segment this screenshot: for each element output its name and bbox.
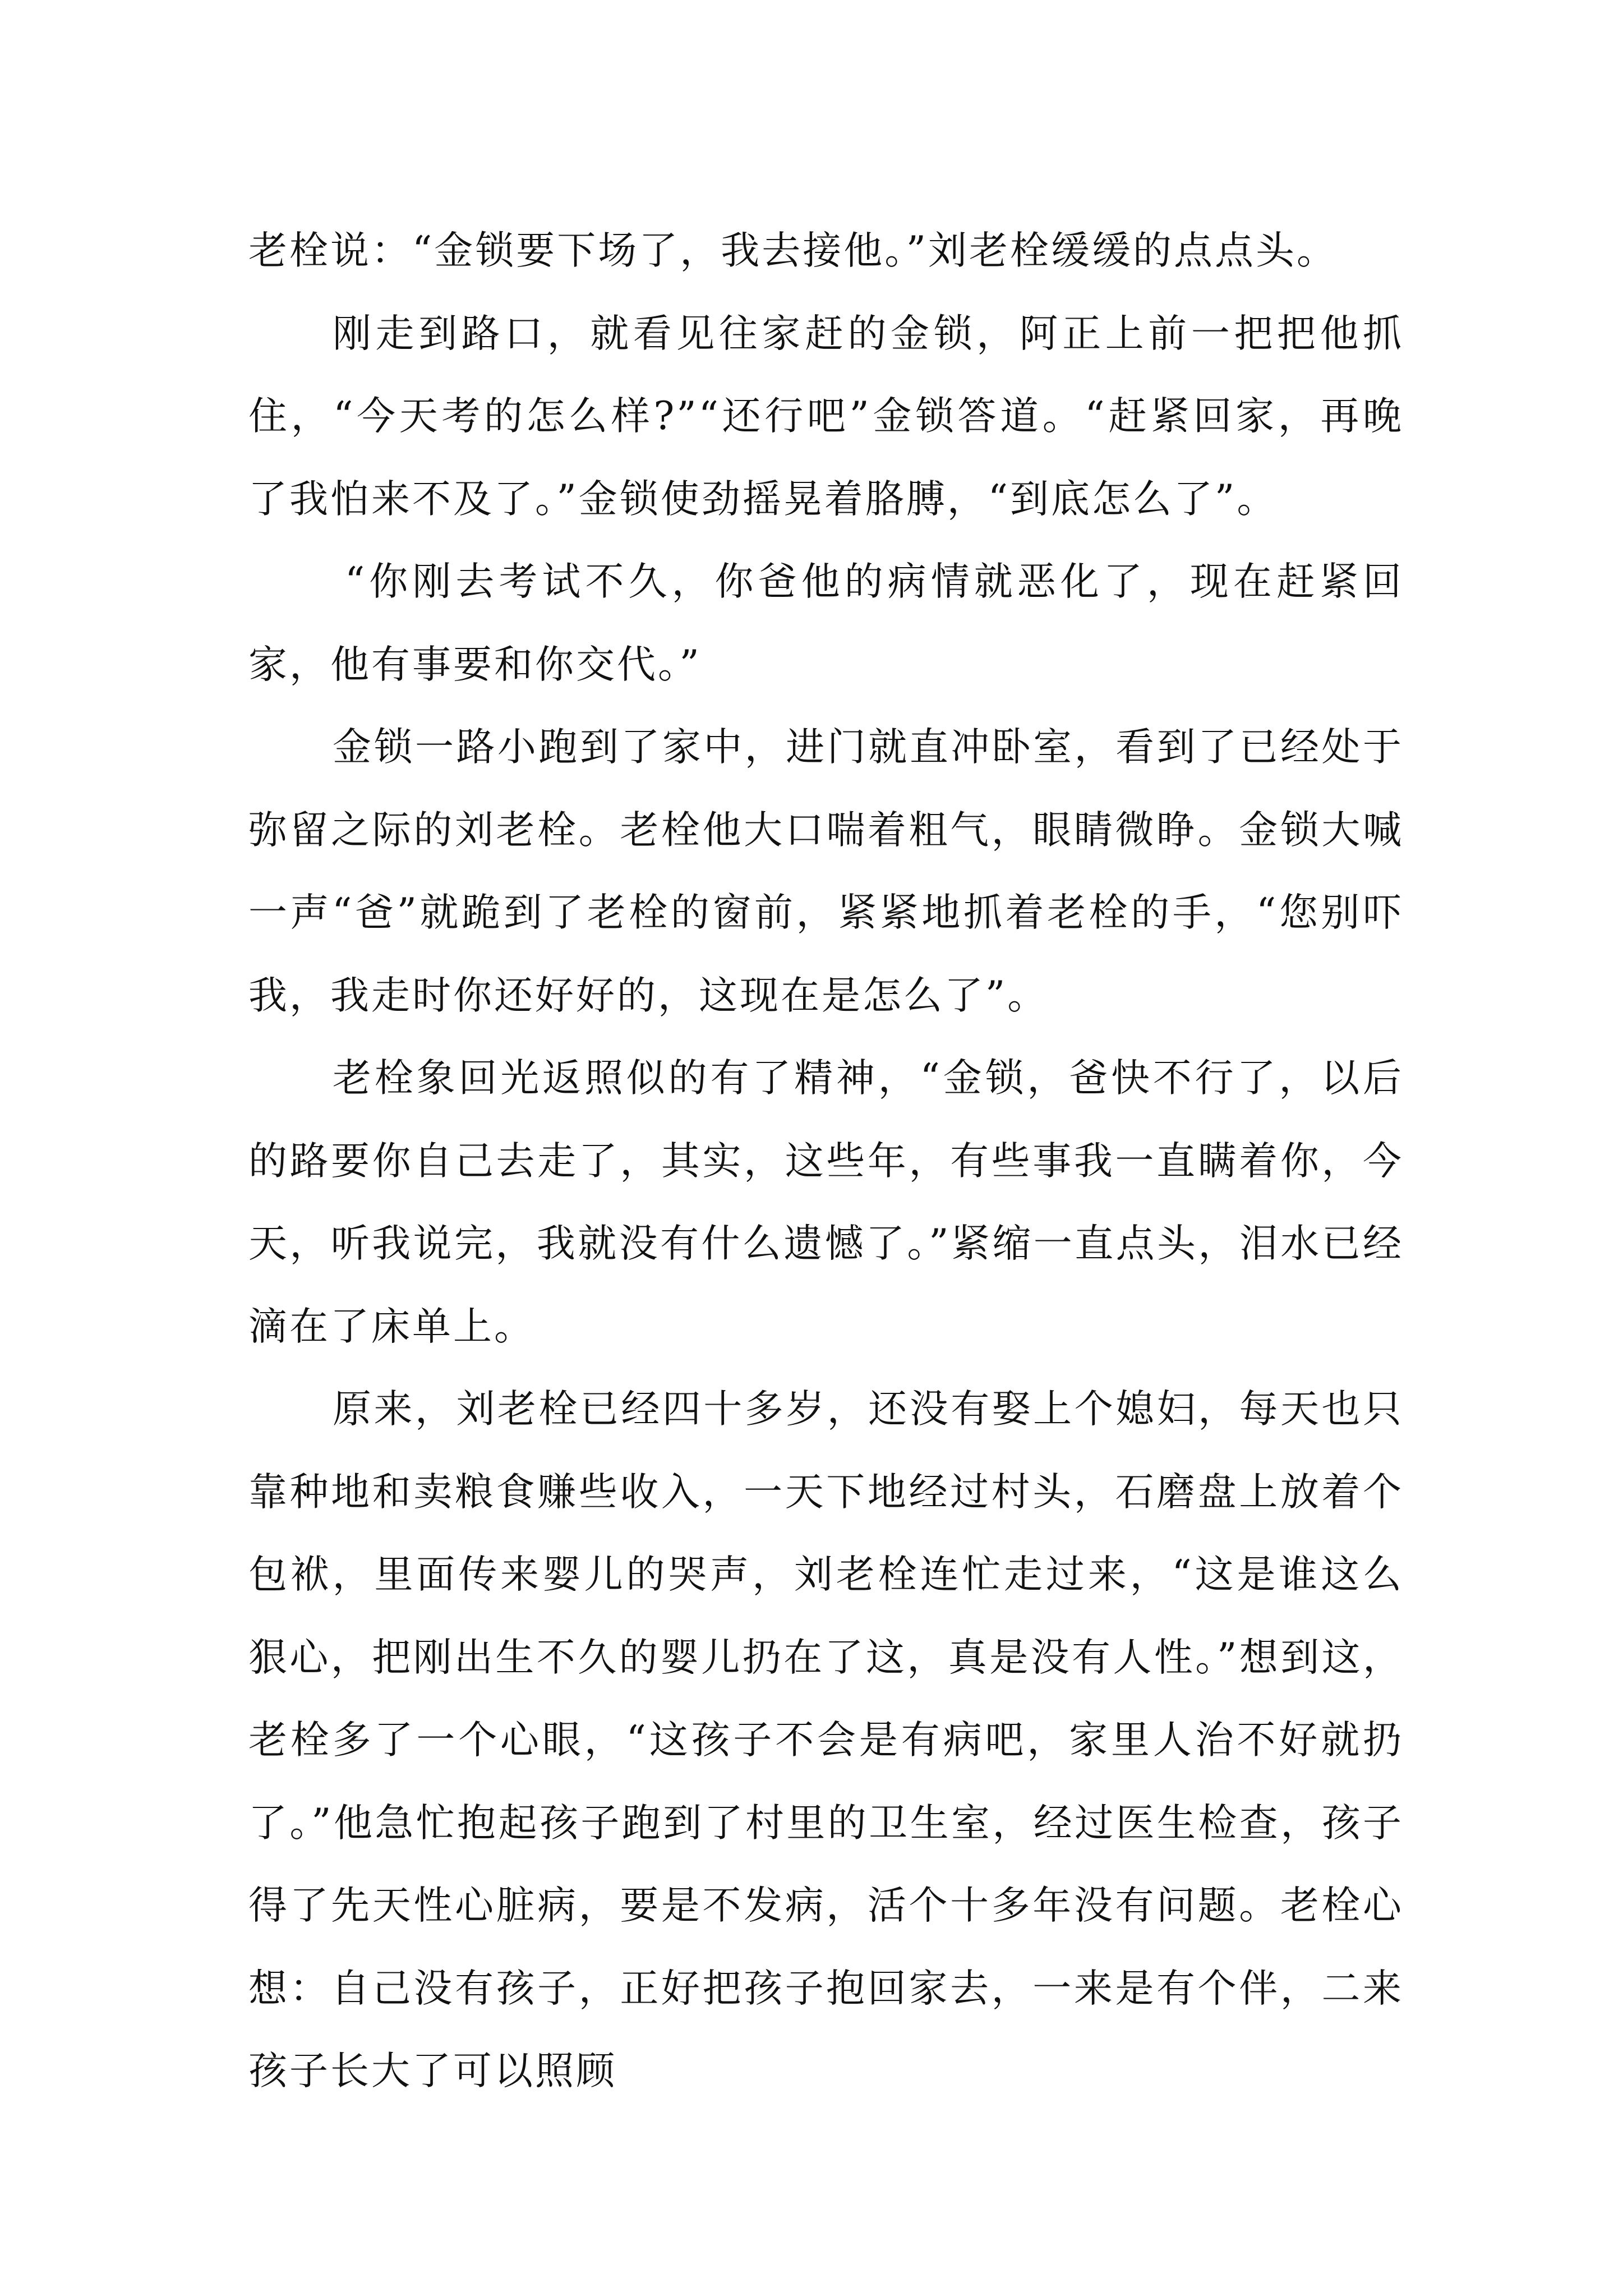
body-text (248, 210, 1404, 2113)
paragraph-5: 老栓象回光返照似的有了精神，“金锁，爸快不行了，以后的路要你自己去走了，其实，这些年，有些事我一直瞒着你，今天，听我说完，我就没有什么遗憾了。”紧缩一直点头，泪水已经滴在了床单上。 (248, 1056, 1404, 1349)
paragraph-2: 刚走到路口，就看见往家赶的金锁，阿正上前一把把他抓住，“今天考的怎么样?”“还行吧”金锁答道。“赶紧回家，再晚了我怕来不及了。”金锁使劲摇晃着胳膊，“到底怎么了”。 (248, 311, 1404, 522)
paragraph-3: “你刚去考试不久，你爸他的病情就恶化了，现在赶紧回家，他有事要和你交代。” (248, 559, 1404, 687)
paragraph-1: 老栓说：“金锁要下场了，我去接他。”刘老栓缓缓的点点头。 (248, 228, 1338, 273)
paragraph-4: 金锁一路小跑到了家中，进门就直冲卧室，看到了已经处于弥留之际的刘老栓。老栓他大口喘着粗气，眼睛微睁。金锁大喊一声“爸”就跪到了老栓的窗前，紧紧地抓着老栓的手，“您别吓我，我走时你还好好的，这现在是怎么了”。 (248, 725, 1404, 1018)
paragraph-6: 原来，刘老栓已经四十多岁，还没有娶上个媳妇，每天也只靠种地和卖粮食赚些收入，一天下地经过村头，石磨盘上放着个包袱，里面传来婴儿的哭声，刘老栓连忙走过来，“这是谁这么狠心，把刚出生不久的婴儿扔在了这，真是没有人性。”想到这，老栓多了一个心眼，“这孩子不会是有病吧，家里人治不好就扔了。”他急忙抱起孩子跑到了村里的卫生室，经过医生检查，孩子得了先天性心脏病，要是不发病，活个十多年没有问题。老栓心想：自己没有孩子，正好把孩子抱回家去，一来是有个伴，二来孩子长大了可以照顾 (248, 1387, 1404, 2093)
